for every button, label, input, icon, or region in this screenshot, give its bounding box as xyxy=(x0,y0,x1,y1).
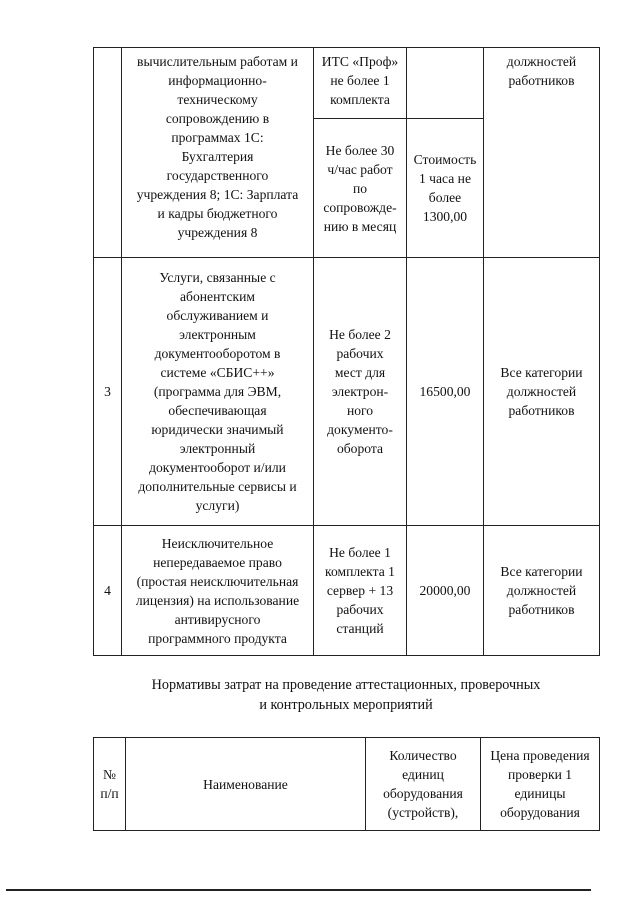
num-header: № п/п xyxy=(94,738,126,831)
attestation-table xyxy=(93,737,600,831)
name-cell: вычислительным работам и информационно- техническому сопровождению в программах 1С: Бухгалтерия государственного учреждения 8; 1С: Зарплата и кадры бюджетного учреждения 8 xyxy=(122,48,314,258)
category-cell: Все категории должностей работников xyxy=(484,258,600,526)
category-cell: Все категории должностей работников xyxy=(484,526,600,656)
name-header: Наименование xyxy=(126,738,366,831)
price-cell xyxy=(407,48,484,119)
costs-table xyxy=(93,47,600,656)
num-cell: 3 xyxy=(94,258,122,526)
table-row xyxy=(94,48,600,119)
quantity-cell: ИТС «Проф» не более 1 комплекта xyxy=(314,48,407,119)
name-cell: Неисключительное непередаваемое право (простая неисключительная лицензия) на использование антивирусного программного продукта xyxy=(122,526,314,656)
quantity-cell: Не более 1 комплекта 1 сервер + 13 рабочих станций xyxy=(314,526,407,656)
quantity-header: Количество единиц оборудования (устройств), xyxy=(366,738,481,831)
name-cell: Услуги, связанные с абонентским обслуживанием и электронным документооборотом в системе «СБИС++» (программа для ЭВМ, обеспечивающая юридически значимый электронный документооборот и/или дополнительные сервисы и услуги) xyxy=(122,258,314,526)
table-row xyxy=(94,258,600,526)
category-cell: должностей работников xyxy=(484,48,600,258)
table-header-row xyxy=(94,738,600,831)
page-bottom-rule xyxy=(6,889,591,891)
num-cell: 4 xyxy=(94,526,122,656)
num-cell xyxy=(94,48,122,258)
price-cell: Стоимость 1 часа не более 1300,00 xyxy=(407,119,484,258)
section-heading: Нормативы затрат на проведение аттестационных, проверочных и контрольных мероприятий xyxy=(151,677,541,713)
price-cell: 16500,00 xyxy=(407,258,484,526)
price-header: Цена проведения проверки 1 единицы оборудования xyxy=(481,738,600,831)
quantity-cell: Не более 30 ч/час работ по сопровожде- нию в месяц xyxy=(314,119,407,258)
price-cell: 20000,00 xyxy=(407,526,484,656)
table-row xyxy=(94,526,600,656)
quantity-cell: Не более 2 рабочих мест для электрон- ного документо- оборота xyxy=(314,258,407,526)
